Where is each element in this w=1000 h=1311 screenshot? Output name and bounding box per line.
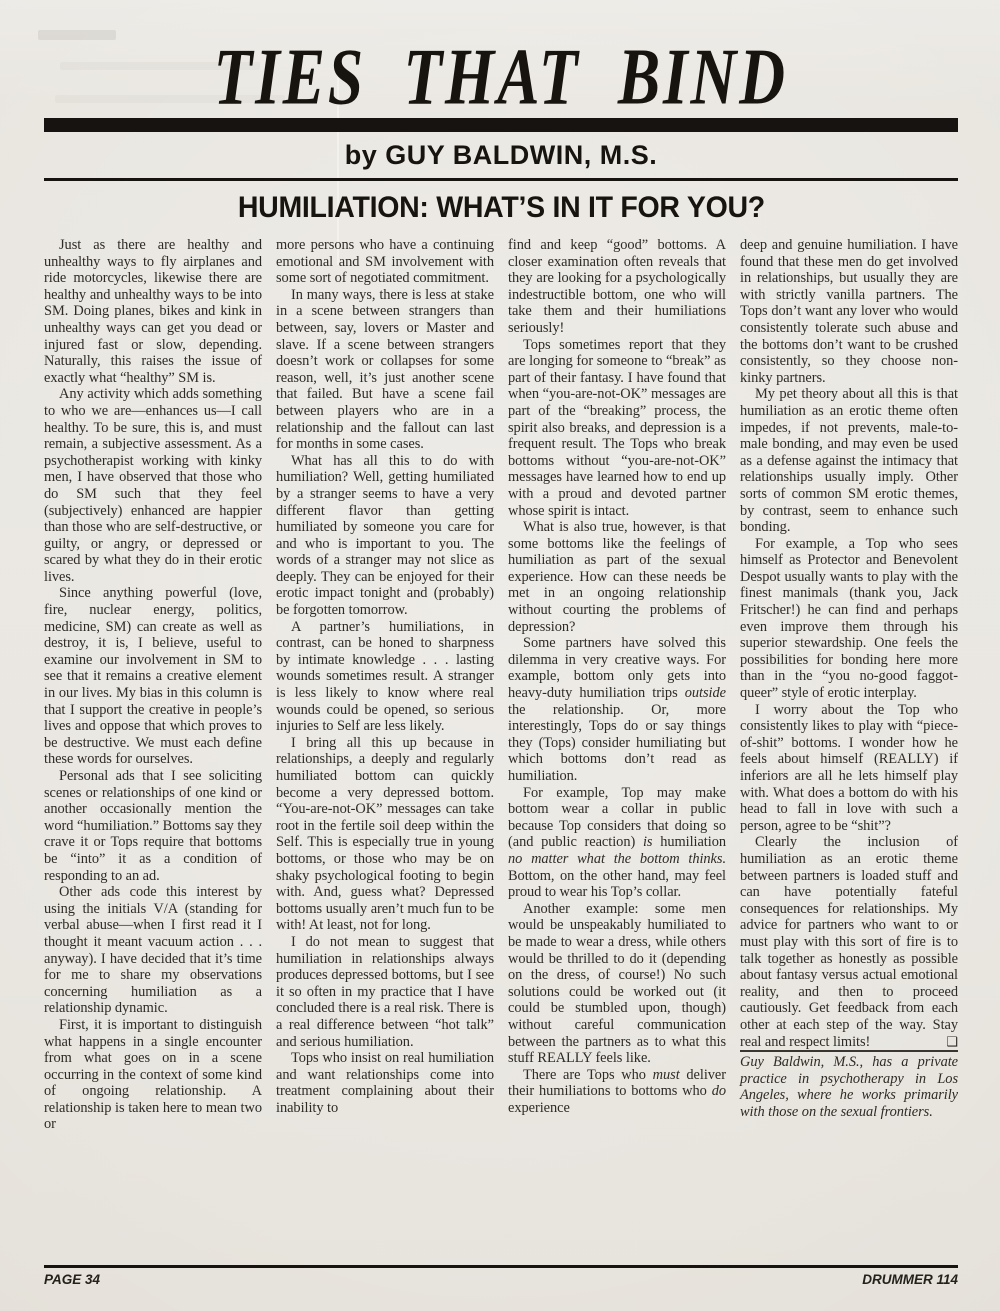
article-body: [44, 237, 958, 1279]
paragraph: Any activity which adds something to who we are—enhances us—I call healthy. To be sure, this is, and must remain, a subjective assessment. As a psychotherapist working with kinky men, I have observed that those who do SM such that they feel (subjectively) enhanced are happier than those who are self-destructive, or guilty, or angry, or depressed or scared by what they do in their erotic lives.: [44, 386, 262, 585]
paragraph: First, it is important to distinguish what happens in a single encounter from what goes on in a scene occurring in the context of some kind of ongoing relationship. A relationship is taken here to mean two or: [44, 1016, 262, 1133]
paragraph: find and keep “good” bottoms. A closer examination often reveals that they are looking for a psychologically indestructible bottom, one who will take them and their humiliations seriously!: [508, 237, 726, 336]
page-number: PAGE 34: [44, 1272, 101, 1287]
paragraph: What is also true, however, is that some bottoms like the feelings of humiliation as part of the sexual experience. How can these needs be met in an ongoing relationship without courting the problems of depression?: [508, 519, 726, 635]
article-column-1: [44, 237, 262, 1279]
paragraph: Clearly the inclusion of humiliation as an erotic theme between partners is loaded stuff and can have potentially fateful consequences for relationships. My advice for partners who want to or must play with this sort of fire is to talk together as honestly as possible about fantasy versus actual emotional reality, and then to proceed cautiously. Get feedback from each other at each step of the way. Stay real and respect limits! ❑: [740, 834, 958, 1050]
paragraph: Personal ads that I see soliciting scenes or relationships of one kind or another occasionally mention the word “humiliation.” Bottoms say they crave it or Tops require that bottoms be “into” it as a condition of responding to an ad.: [44, 768, 262, 884]
paragraph: What has all this to do with humiliation? Well, getting humiliated by a stranger seems to have a very different flavor than getting humiliated by someone you care for and who is important to you. The words of a stranger may not slice as deeply. They can be enjoyed for their erotic impact tonight and (probably) be forgotten tomorrow.: [276, 452, 494, 619]
paragraph: In many ways, there is less at stake in a scene between strangers than between, say, lovers or Master and slave. If a scene between strangers doesn’t work or collapses for some reason, well, it’s just another scene that failed. But have a scene fail between players who are in a relationship and the fallout can last for months in some cases.: [276, 286, 494, 453]
paragraph: Other ads code this interest by using the initials V/A (standing for verbal abuse—when I first read it I thought it meant vacuum action . . . anyway). I have decided that it’s time for me to share my observations concerning humiliation as a relationship dynamic.: [44, 884, 262, 1017]
paragraph: Another example: some men would be unspeakably humiliated to be made to wear a dress, while others would be thrilled to do it (depending on the dress, of course!) No such solutions could be worked out (it could be stumbled upon, though) without careful communication between the partners as to what this stuff REALLY feels like.: [508, 900, 726, 1067]
page-content: [44, 0, 958, 1279]
article-column-2: [276, 237, 494, 1279]
byline-rule: [44, 178, 958, 181]
paragraph: Some partners have solved this dilemma in very creative ways. For example, bottom only gets into heavy-duty humiliation trips outside the relationship. Or, more interestingly, Tops do or say things they (Tops) consider humiliating but which bottoms don’t read as humiliation.: [508, 635, 726, 784]
article-headline: [44, 191, 958, 225]
end-of-article-mark: ❑: [946, 1033, 958, 1049]
article-headline-text: HUMILIATION: WHAT’S IN IT FOR YOU?: [237, 191, 765, 224]
paragraph: I bring all this up because in relationships, a deeply and regularly humiliated bottom can quickly become a very depressed bottom. “You-are-not-OK” messages can take root in the fertile soil deep within the Self. This is especially true in young bottoms, or those who may be on shaky psychological footing to begin with. And, guess what? Depressed bottoms usually aren’t much fun to be with! At least, not for long.: [276, 734, 494, 934]
paragraph: I do not mean to suggest that humiliation in relationships always produces depressed bottoms, but I see it so often in my practice that I have concluded there is a real risk. There is a real difference between “hot talk” and serious humiliation.: [276, 933, 494, 1050]
paragraph: Tops sometimes report that they are longing for someone to “break” as part of their fantasy. I have found that when “you-are-not-OK” messages are part of the “breaking” process, the spirit also breaks, and depression is a frequent result. The Tops who break bottoms without “you-are-not-OK” messages have learned how to end up with a proud and devoted partner whose spirit is intact.: [508, 336, 726, 519]
paragraph: There are Tops who must deliver their humiliations to bottoms who do experience: [508, 1066, 727, 1116]
paragraph: My pet theory about all this is that humiliation as an erotic theme often impedes, if not prevents, male-to-male bonding, and may even be used as a defense against the intimacy that relationships usually imply. Other sorts of common SM erotic themes, by contrast, seem to enhance such bonding.: [740, 386, 958, 536]
magazine-issue: DRUMMER 114: [862, 1272, 958, 1287]
paragraph: deep and genuine humiliation. I have found that these men do get involved in relationships, but usually they are with strictly vanilla partners. The Tops don’t want any lover who would consistently tolerate such abuse and the bottoms don’t want to be crushed consistently, so they choose non-kinky partners.: [740, 237, 958, 386]
column-masthead: [44, 34, 958, 122]
byline: by GUY BALDWIN, M.S.: [344, 140, 658, 170]
paragraph: I worry about the Top who consistently likes to play with “piece-of-shit” bottoms. I wonder how he feels about himself (REALLY) if inferiors are all he lets himself play with. What does a bottom do with his head to fall in love with such a person, agree to be “shit”?: [740, 701, 958, 834]
paragraph: A partner’s humiliations, in contrast, can be honed to sharpness by intimate knowledge . . . lasting wounds sometimes result. A stranger is less likely to know where real wounds could be opened, so serious injuries to Self are less likely.: [276, 618, 494, 735]
paragraph: Tops who insist on real humiliation and want relationships come into treatment complaining about their inability to: [276, 1050, 494, 1116]
paragraph: For example, a Top who sees himself as Protector and Benevolent Despot usually wants to play with the finest manimals (thank you, Jack Fritscher!) he can find and perhaps even improve them through his superior stewardship. One feels the possibilities for bonding here more than in the “you no-good faggot-queer” style of erotic interplay.: [740, 535, 958, 702]
masthead-title: TIES THAT BIND: [213, 32, 789, 122]
paragraph: Just as there are healthy and unhealthy ways to fly airplanes and ride motorcycles, likewise there are healthy and unhealthy ways to be into SM. Doing planes, bikes and kink in unhealthy ways can get you dead or injured fast or slow, depending. Naturally, this raises the issue of exactly what “healthy” SM is.: [44, 237, 262, 386]
article-column-3: [508, 237, 726, 1279]
page-footer: [44, 1265, 958, 1287]
article-column-4: [740, 237, 958, 1279]
footer-rule: [44, 1265, 958, 1268]
paragraph: more persons who have a continuing emotional and SM involvement with some sort of negotiated commitment.: [276, 237, 494, 287]
paragraph: For example, Top may make bottom wear a collar in public because Top considers that doing so (and public reaction) is humiliation no matter what the bottom thinks. Bottom, on the other hand, may feel proud to wear his Top’s collar.: [508, 784, 726, 901]
author-bio: Guy Baldwin, M.S., has a private practice in psychotherapy in Los Angeles, where he works primarily with those on the sexual frontiers.: [740, 1050, 958, 1120]
paragraph: Since anything powerful (love, fire, nuclear energy, politics, medicine, SM) can create as well as destroy, it is, I believe, useful to examine our involvement in SM to see that it remains a creative element in our lives. My bias in this column is that I support the creative in people’s lives and oppose that which proves to be destructive. We must each define these words for ourselves.: [44, 585, 262, 768]
